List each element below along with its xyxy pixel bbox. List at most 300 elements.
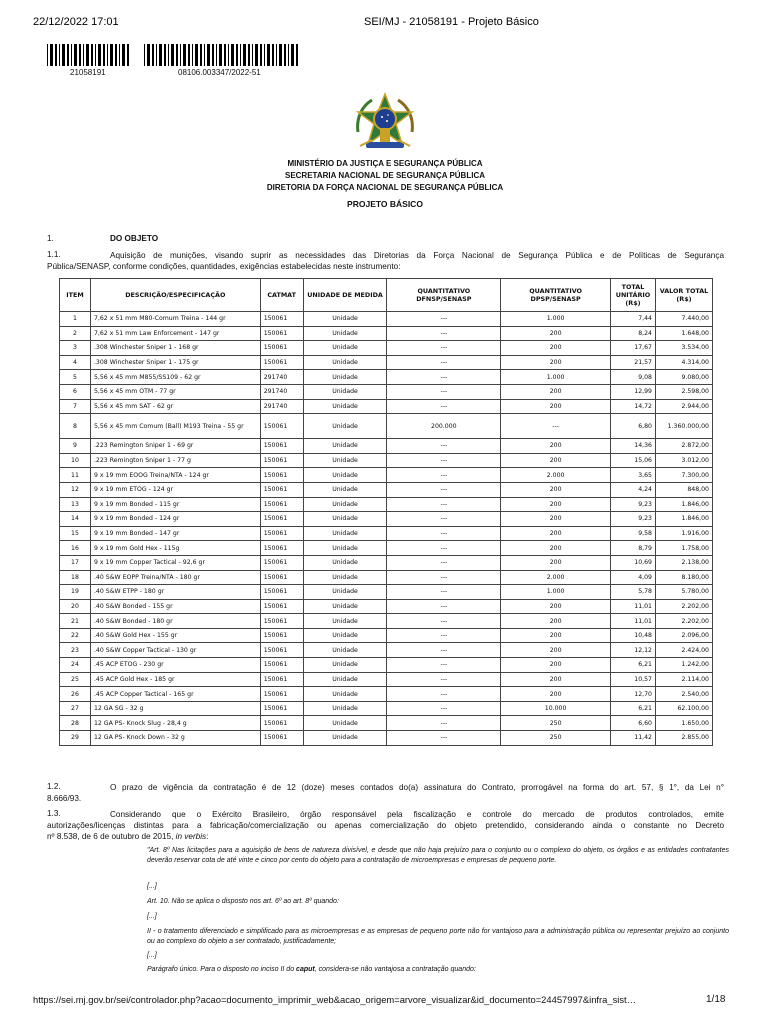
cell-unit-price: 14,72 bbox=[611, 399, 656, 414]
table-row bbox=[60, 614, 713, 629]
cell-unit: Unidade bbox=[303, 341, 387, 356]
cell-item: 24 bbox=[60, 658, 91, 673]
cell-unit-price: 17,67 bbox=[611, 341, 656, 356]
cell-qty-dpsp: 200 bbox=[501, 453, 611, 468]
document-title: PROJETO BÁSICO bbox=[347, 199, 423, 209]
barcode-bar bbox=[296, 44, 298, 66]
cell-description: .40 S&W ETPP - 180 gr bbox=[90, 585, 260, 600]
org-secretariat: SECRETARIA NACIONAL DE SEGURANÇA PÚBLICA bbox=[284, 171, 485, 180]
barcode-bar bbox=[59, 44, 60, 66]
table-row bbox=[60, 439, 713, 454]
cell-unit-price: 3,65 bbox=[611, 468, 656, 483]
cell-qty-dfnsp: --- bbox=[387, 672, 501, 687]
cell-total-value: 3.012,00 bbox=[655, 453, 712, 468]
cell-item: 8 bbox=[60, 414, 91, 439]
cell-qty-dfnsp: --- bbox=[387, 341, 501, 356]
barcode-bar bbox=[71, 44, 72, 66]
table-row bbox=[60, 541, 713, 556]
cell-qty-dpsp: 1.000 bbox=[501, 312, 611, 327]
cell-catmat: 150061 bbox=[260, 326, 303, 341]
table-row bbox=[60, 312, 713, 327]
cell-item: 4 bbox=[60, 355, 91, 370]
cell-unit-price: 4,24 bbox=[611, 482, 656, 497]
cell-qty-dfnsp: --- bbox=[387, 326, 501, 341]
cell-total-value: 1.916,00 bbox=[655, 526, 712, 541]
cell-description: 7,62 x 51 mm M80-Comum Treina - 144 gr bbox=[90, 312, 260, 327]
cell-catmat: 150061 bbox=[260, 731, 303, 746]
cell-total-value: 4.314,00 bbox=[655, 355, 712, 370]
cell-description: 9 x 19 mm Bonded - 147 gr bbox=[90, 526, 260, 541]
barcode-bar bbox=[144, 44, 145, 66]
paragraph-1-3-colon: : bbox=[206, 832, 209, 841]
cell-qty-dfnsp: --- bbox=[387, 585, 501, 600]
cell-unit-price: 10,69 bbox=[611, 555, 656, 570]
cell-unit: Unidade bbox=[303, 497, 387, 512]
section-number: 1. bbox=[47, 234, 54, 243]
cell-qty-dpsp: 2.000 bbox=[501, 570, 611, 585]
cell-qty-dfnsp: --- bbox=[387, 599, 501, 614]
barcode-bar bbox=[156, 44, 157, 66]
cell-qty-dfnsp: --- bbox=[387, 570, 501, 585]
cell-unit: Unidade bbox=[303, 512, 387, 527]
header-total-value: VALOR TOTAL (R$) bbox=[655, 279, 712, 312]
cell-item: 9 bbox=[60, 439, 91, 454]
cell-total-value: 1.846,00 bbox=[655, 512, 712, 527]
org-directorate: DIRETORIA DA FORÇA NACIONAL DE SEGURANÇA PÚBLICA bbox=[266, 183, 504, 192]
barcode-bar bbox=[67, 44, 69, 66]
barcode-bar bbox=[159, 44, 162, 66]
cell-item: 12 bbox=[60, 482, 91, 497]
barcode-doc-number: 21058191 bbox=[70, 68, 106, 77]
cell-qty-dfnsp: --- bbox=[387, 482, 501, 497]
barcode-bar bbox=[50, 44, 53, 66]
cell-description: .40 S&W Bonded - 180 gr bbox=[90, 614, 260, 629]
barcode-bar bbox=[236, 44, 238, 66]
barcode-left bbox=[47, 44, 131, 66]
cell-catmat: 150061 bbox=[260, 555, 303, 570]
cell-catmat: 150061 bbox=[260, 453, 303, 468]
cell-unit: Unidade bbox=[303, 453, 387, 468]
cell-item: 2 bbox=[60, 326, 91, 341]
cell-item: 23 bbox=[60, 643, 91, 658]
cell-unit-price: 21,57 bbox=[611, 355, 656, 370]
barcode-bar bbox=[79, 44, 81, 66]
cell-unit-price: 9,23 bbox=[611, 512, 656, 527]
print-title: SEI/MJ - 21058191 - Projeto Básico bbox=[364, 16, 539, 28]
barcode-bar bbox=[164, 44, 166, 66]
cell-qty-dpsp: 250 bbox=[501, 731, 611, 746]
cell-total-value: 2.855,00 bbox=[655, 731, 712, 746]
cell-unit-price: 9,08 bbox=[611, 370, 656, 385]
cell-unit: Unidade bbox=[303, 526, 387, 541]
barcode-bar bbox=[147, 44, 150, 66]
cell-unit-price: 10,48 bbox=[611, 628, 656, 643]
cell-description: .40 S&W Copper Tactical - 130 gr bbox=[90, 643, 260, 658]
barcode-bar bbox=[228, 44, 229, 66]
paragraph-1-3-line3-text: nº 8.538, de 6 de outubro de 2015, bbox=[47, 832, 174, 841]
cell-item: 21 bbox=[60, 614, 91, 629]
cell-item: 19 bbox=[60, 585, 91, 600]
cell-catmat: 150061 bbox=[260, 439, 303, 454]
table-row bbox=[60, 512, 713, 527]
table-row bbox=[60, 701, 713, 716]
cell-description: 9 x 19 mm ETOG - 124 gr bbox=[90, 482, 260, 497]
table-row bbox=[60, 555, 713, 570]
cell-description: .40 S&W Gold Hex - 155 gr bbox=[90, 628, 260, 643]
table-row bbox=[60, 482, 713, 497]
cell-unit-price: 10,57 bbox=[611, 672, 656, 687]
cell-description: 7,62 x 51 mm Law Enforcement - 147 gr bbox=[90, 326, 260, 341]
barcode-bar bbox=[224, 44, 226, 66]
barcode-bar bbox=[267, 44, 270, 66]
barcode-bar bbox=[103, 44, 105, 66]
cell-qty-dpsp: --- bbox=[501, 414, 611, 439]
cell-qty-dpsp: 250 bbox=[501, 716, 611, 731]
cell-qty-dpsp: 200 bbox=[501, 687, 611, 702]
cell-qty-dpsp: 200 bbox=[501, 614, 611, 629]
cell-qty-dfnsp: --- bbox=[387, 643, 501, 658]
cell-catmat: 150061 bbox=[260, 497, 303, 512]
cell-total-value: 7.440,00 bbox=[655, 312, 712, 327]
table-row bbox=[60, 326, 713, 341]
cell-unit: Unidade bbox=[303, 731, 387, 746]
barcode-bar bbox=[119, 44, 120, 66]
cell-item: 1 bbox=[60, 312, 91, 327]
cell-unit: Unidade bbox=[303, 701, 387, 716]
cell-description: 5,56 x 45 mm Comum (Ball) M193 Treina - 55 gr bbox=[90, 414, 260, 439]
cell-unit-price: 7,44 bbox=[611, 312, 656, 327]
cell-total-value: 2.114,00 bbox=[655, 672, 712, 687]
cell-catmat: 150061 bbox=[260, 614, 303, 629]
cell-qty-dfnsp: 200.000 bbox=[387, 414, 501, 439]
barcode-bar bbox=[255, 44, 258, 66]
cell-description: 9 x 19 mm Copper Tactical - 92,6 gr bbox=[90, 555, 260, 570]
cell-qty-dfnsp: --- bbox=[387, 312, 501, 327]
cell-qty-dfnsp: --- bbox=[387, 628, 501, 643]
header-item: ITEM bbox=[60, 279, 91, 312]
cell-description: .223 Remington Sniper 1 - 69 gr bbox=[90, 439, 260, 454]
items-table bbox=[59, 278, 713, 746]
cell-description: 12 GA SG - 32 g bbox=[90, 701, 260, 716]
cell-total-value: 2.540,00 bbox=[655, 687, 712, 702]
footer-page-number: 1/18 bbox=[706, 994, 726, 1005]
cell-unit: Unidade bbox=[303, 599, 387, 614]
cell-unit: Unidade bbox=[303, 628, 387, 643]
cell-total-value: 8.180,00 bbox=[655, 570, 712, 585]
table-row bbox=[60, 355, 713, 370]
barcode-bar bbox=[288, 44, 289, 66]
cell-unit-price: 5,78 bbox=[611, 585, 656, 600]
cell-description: .45 ACP Gold Hex - 185 gr bbox=[90, 672, 260, 687]
cell-item: 20 bbox=[60, 599, 91, 614]
cell-item: 7 bbox=[60, 399, 91, 414]
cell-unit: Unidade bbox=[303, 658, 387, 673]
table-row bbox=[60, 643, 713, 658]
barcode-bar bbox=[240, 44, 241, 66]
cell-total-value: 5.780,00 bbox=[655, 585, 712, 600]
header-unit-total: TOTAL UNITÁRIO (R$) bbox=[611, 279, 656, 312]
cell-qty-dpsp: 2.000 bbox=[501, 468, 611, 483]
cell-qty-dpsp: 200 bbox=[501, 439, 611, 454]
cell-qty-dfnsp: --- bbox=[387, 614, 501, 629]
cell-unit: Unidade bbox=[303, 643, 387, 658]
cell-total-value: 1.242,00 bbox=[655, 658, 712, 673]
paragraph-1-2-number: 1.2. bbox=[47, 782, 61, 791]
cell-qty-dfnsp: --- bbox=[387, 658, 501, 673]
table-row bbox=[60, 731, 713, 746]
cell-qty-dpsp: 200 bbox=[501, 643, 611, 658]
org-ministry: MINISTÉRIO DA JUSTIÇA E SEGURANÇA PÚBLICA bbox=[287, 159, 483, 168]
cell-description: .308 Winchester Sniper 1 - 168 gr bbox=[90, 341, 260, 356]
cell-qty-dpsp: 200 bbox=[501, 599, 611, 614]
barcode-bar bbox=[212, 44, 214, 66]
cell-unit-price: 11,01 bbox=[611, 614, 656, 629]
cell-unit-price: 11,01 bbox=[611, 599, 656, 614]
cell-description: 9 x 19 mm Gold Hex - 115g bbox=[90, 541, 260, 556]
header-catmat: CATMAT bbox=[260, 279, 303, 312]
table-row bbox=[60, 658, 713, 673]
cell-description: .308 Winchester Sniper 1 - 175 gr bbox=[90, 355, 260, 370]
cell-catmat: 150061 bbox=[260, 355, 303, 370]
cell-catmat: 150061 bbox=[260, 687, 303, 702]
table-row bbox=[60, 628, 713, 643]
cell-qty-dpsp: 1.000 bbox=[501, 585, 611, 600]
barcode-bar bbox=[152, 44, 154, 66]
paragraph-1-2-line2: 8.666/93. bbox=[47, 794, 82, 803]
cell-total-value: 2.424,00 bbox=[655, 643, 712, 658]
cell-description: .40 S&W EOPP Treina/NTA - 180 gr bbox=[90, 570, 260, 585]
cell-description: .40 S&W Bonded - 155 gr bbox=[90, 599, 260, 614]
cell-item: 18 bbox=[60, 570, 91, 585]
table-row bbox=[60, 570, 713, 585]
cell-unit-price: 14,36 bbox=[611, 439, 656, 454]
barcode-bar bbox=[195, 44, 198, 66]
cell-catmat: 150061 bbox=[260, 658, 303, 673]
cell-catmat: 150061 bbox=[260, 643, 303, 658]
barcode-bar bbox=[276, 44, 277, 66]
cell-description: 5,56 x 45 mm OTM - 77 gr bbox=[90, 384, 260, 399]
table-row bbox=[60, 687, 713, 702]
barcode-bar bbox=[62, 44, 65, 66]
cell-catmat: 291740 bbox=[260, 399, 303, 414]
table-row bbox=[60, 716, 713, 731]
table-row bbox=[60, 526, 713, 541]
cell-unit-price: 4,09 bbox=[611, 570, 656, 585]
cell-catmat: 150061 bbox=[260, 312, 303, 327]
cell-qty-dfnsp: --- bbox=[387, 399, 501, 414]
barcode-bar bbox=[243, 44, 246, 66]
cell-unit-price: 6,21 bbox=[611, 658, 656, 673]
cell-unit-price: 6,60 bbox=[611, 716, 656, 731]
cell-qty-dpsp: 200 bbox=[501, 341, 611, 356]
barcode-bar bbox=[260, 44, 262, 66]
table-row bbox=[60, 370, 713, 385]
cell-qty-dfnsp: --- bbox=[387, 512, 501, 527]
cell-total-value: 2.202,00 bbox=[655, 599, 712, 614]
barcode-bar bbox=[279, 44, 282, 66]
cell-catmat: 150061 bbox=[260, 512, 303, 527]
barcode-bar bbox=[264, 44, 265, 66]
quote-paragrafo-unico-b: , considera-se não vantajosa a contratação quando: bbox=[314, 966, 476, 973]
cell-description: 9 x 19 mm Bonded - 115 gr bbox=[90, 497, 260, 512]
cell-total-value: 7.300,00 bbox=[655, 468, 712, 483]
cell-catmat: 150061 bbox=[260, 541, 303, 556]
barcode-bar bbox=[55, 44, 57, 66]
cell-qty-dfnsp: --- bbox=[387, 555, 501, 570]
cell-catmat: 150061 bbox=[260, 414, 303, 439]
paragraph-1-1-line2: Pública/SENASP, conforme condições, quantidades, exigências estabelecidas neste instrumento: bbox=[47, 262, 401, 271]
paragraph-1-3-line3 bbox=[47, 831, 208, 842]
cell-total-value: 2.096,00 bbox=[655, 628, 712, 643]
paragraph-1-1-number: 1.1. bbox=[47, 250, 61, 259]
cell-item: 10 bbox=[60, 453, 91, 468]
barcode-bar bbox=[74, 44, 77, 66]
cell-total-value: 62.100,00 bbox=[655, 701, 712, 716]
cell-total-value: 2.944,00 bbox=[655, 399, 712, 414]
cell-catmat: 150061 bbox=[260, 672, 303, 687]
cell-qty-dpsp: 1.000 bbox=[501, 370, 611, 385]
barcode-bar bbox=[115, 44, 117, 66]
cell-description: 9 x 19 mm Bonded - 124 gr bbox=[90, 512, 260, 527]
cell-qty-dpsp: 200 bbox=[501, 497, 611, 512]
cell-catmat: 291740 bbox=[260, 384, 303, 399]
barcode-bar bbox=[122, 44, 125, 66]
barcode-bar bbox=[83, 44, 84, 66]
header-description: DESCRIÇÃO/ESPECIFICAÇÃO bbox=[90, 279, 260, 312]
header-qty-dpsp: QUANTITATIVO DPSP/SENASP bbox=[501, 279, 611, 312]
cell-qty-dfnsp: --- bbox=[387, 687, 501, 702]
quote-art-10: Art. 10. Não se aplica o disposto nos art. 6º ao art. 8º quando: bbox=[147, 898, 339, 905]
cell-unit-price: 9,23 bbox=[611, 497, 656, 512]
header-unit: UNIDADE DE MEDIDA bbox=[303, 279, 387, 312]
cell-unit: Unidade bbox=[303, 370, 387, 385]
cell-unit-price: 6,80 bbox=[611, 414, 656, 439]
paragraph-1-3-line2: autorizações/licenças distintas para a fabricação/comercialização ou apenas comercialização do objeto pretendido, considerando ainda o constante no Decreto bbox=[47, 821, 724, 830]
cell-qty-dpsp: 200 bbox=[501, 526, 611, 541]
cell-unit: Unidade bbox=[303, 439, 387, 454]
cell-total-value: 9.080,00 bbox=[655, 370, 712, 385]
cell-unit: Unidade bbox=[303, 482, 387, 497]
table-row bbox=[60, 468, 713, 483]
cell-total-value: 2.202,00 bbox=[655, 614, 712, 629]
barcode-bar bbox=[216, 44, 217, 66]
cell-qty-dfnsp: --- bbox=[387, 468, 501, 483]
cell-item: 27 bbox=[60, 701, 91, 716]
cell-catmat: 150061 bbox=[260, 482, 303, 497]
barcode-bar bbox=[183, 44, 186, 66]
cell-unit: Unidade bbox=[303, 687, 387, 702]
barcode-bar bbox=[207, 44, 210, 66]
cell-description: 5,56 x 45 mm M855/SS109 - 62 gr bbox=[90, 370, 260, 385]
cell-item: 11 bbox=[60, 468, 91, 483]
cell-item: 14 bbox=[60, 512, 91, 527]
cell-qty-dfnsp: --- bbox=[387, 541, 501, 556]
cell-unit: Unidade bbox=[303, 326, 387, 341]
cell-unit-price: 6,21 bbox=[611, 701, 656, 716]
cell-unit: Unidade bbox=[303, 570, 387, 585]
cell-unit: Unidade bbox=[303, 716, 387, 731]
cell-qty-dfnsp: --- bbox=[387, 453, 501, 468]
barcode-bar bbox=[284, 44, 286, 66]
table-row bbox=[60, 399, 713, 414]
barcode-bar bbox=[204, 44, 205, 66]
cell-description: 12 GA PS- Knock Slug - 28,4 g bbox=[90, 716, 260, 731]
cell-description: .223 Remington Sniper 1 - 77 g bbox=[90, 453, 260, 468]
barcode-right bbox=[144, 44, 300, 66]
barcode-bar bbox=[127, 44, 129, 66]
cell-item: 3 bbox=[60, 341, 91, 356]
cell-qty-dfnsp: --- bbox=[387, 526, 501, 541]
cell-description: 5,56 x 45 mm SAT - 62 gr bbox=[90, 399, 260, 414]
barcode-bar bbox=[107, 44, 108, 66]
cell-description: .45 ACP Copper Tactical - 165 gr bbox=[90, 687, 260, 702]
cell-item: 26 bbox=[60, 687, 91, 702]
cell-item: 25 bbox=[60, 672, 91, 687]
barcode-bar bbox=[47, 44, 48, 66]
cell-qty-dfnsp: --- bbox=[387, 701, 501, 716]
cell-catmat: 150061 bbox=[260, 585, 303, 600]
cell-unit-price: 9,58 bbox=[611, 526, 656, 541]
cell-qty-dpsp: 200 bbox=[501, 672, 611, 687]
barcode-bar bbox=[168, 44, 169, 66]
cell-unit-price: 8,79 bbox=[611, 541, 656, 556]
cell-unit-price: 8,24 bbox=[611, 326, 656, 341]
cell-unit-price: 12,70 bbox=[611, 687, 656, 702]
cell-qty-dpsp: 200 bbox=[501, 658, 611, 673]
table-header-row bbox=[60, 279, 713, 312]
cell-total-value: 1.648,00 bbox=[655, 326, 712, 341]
cell-qty-dfnsp: --- bbox=[387, 731, 501, 746]
cell-item: 29 bbox=[60, 731, 91, 746]
table-row bbox=[60, 497, 713, 512]
cell-total-value: 1.846,00 bbox=[655, 497, 712, 512]
quote-ellipsis-1: [...] bbox=[147, 883, 157, 890]
cell-qty-dpsp: 200 bbox=[501, 482, 611, 497]
cell-total-value: 1.758,00 bbox=[655, 541, 712, 556]
paragraph-1-1-line1: Aquisição de munições, visando suprir as necessidades das Diretorias da Força Nacional de Segurança Pública e de Políticas de Segurança bbox=[110, 251, 724, 260]
cell-unit: Unidade bbox=[303, 414, 387, 439]
quote-ellipsis-2: [...] bbox=[147, 913, 157, 920]
cell-qty-dfnsp: --- bbox=[387, 497, 501, 512]
cell-total-value: 2.872,00 bbox=[655, 439, 712, 454]
cell-unit: Unidade bbox=[303, 585, 387, 600]
paragraph-1-3-number: 1.3. bbox=[47, 809, 61, 818]
cell-unit: Unidade bbox=[303, 468, 387, 483]
quote-inciso-ii: II - o tratamento diferenciado e simplificado para as microempresas e as empresas de pequeno porte não for vantajoso para a administração pública ou representar prejuízo ao conjunto ou ao complexo do objeto a ser contratado, justificadamente; bbox=[147, 928, 729, 945]
paragraph-1-2-line1: O prazo de vigência da contratação é de 12 (doze) meses contados do(a) assinatura do Contrato, prorrogável na forma do art. 57, § 1°, da Lei n° bbox=[110, 783, 724, 792]
cell-description: .45 ACP ETOG - 230 gr bbox=[90, 658, 260, 673]
cell-total-value: 2.138,00 bbox=[655, 555, 712, 570]
table-row bbox=[60, 384, 713, 399]
cell-unit: Unidade bbox=[303, 384, 387, 399]
barcode-bar bbox=[219, 44, 222, 66]
cell-catmat: 150061 bbox=[260, 716, 303, 731]
barcode-bar bbox=[86, 44, 89, 66]
header-qty-dfnsp: QUANTITATIVO DFNSP/SENASP bbox=[387, 279, 501, 312]
cell-item: 5 bbox=[60, 370, 91, 385]
cell-qty-dfnsp: --- bbox=[387, 716, 501, 731]
quote-paragrafo-unico bbox=[147, 965, 729, 975]
cell-total-value: 1.360.000,00 bbox=[655, 414, 712, 439]
cell-qty-dpsp: 200 bbox=[501, 355, 611, 370]
barcode-bar bbox=[272, 44, 274, 66]
cell-qty-dpsp: 10.000 bbox=[501, 701, 611, 716]
barcode-bar bbox=[200, 44, 202, 66]
cell-qty-dpsp: 200 bbox=[501, 512, 611, 527]
section-title: DO OBJETO bbox=[110, 234, 159, 243]
cell-unit: Unidade bbox=[303, 672, 387, 687]
table-row bbox=[60, 414, 713, 439]
